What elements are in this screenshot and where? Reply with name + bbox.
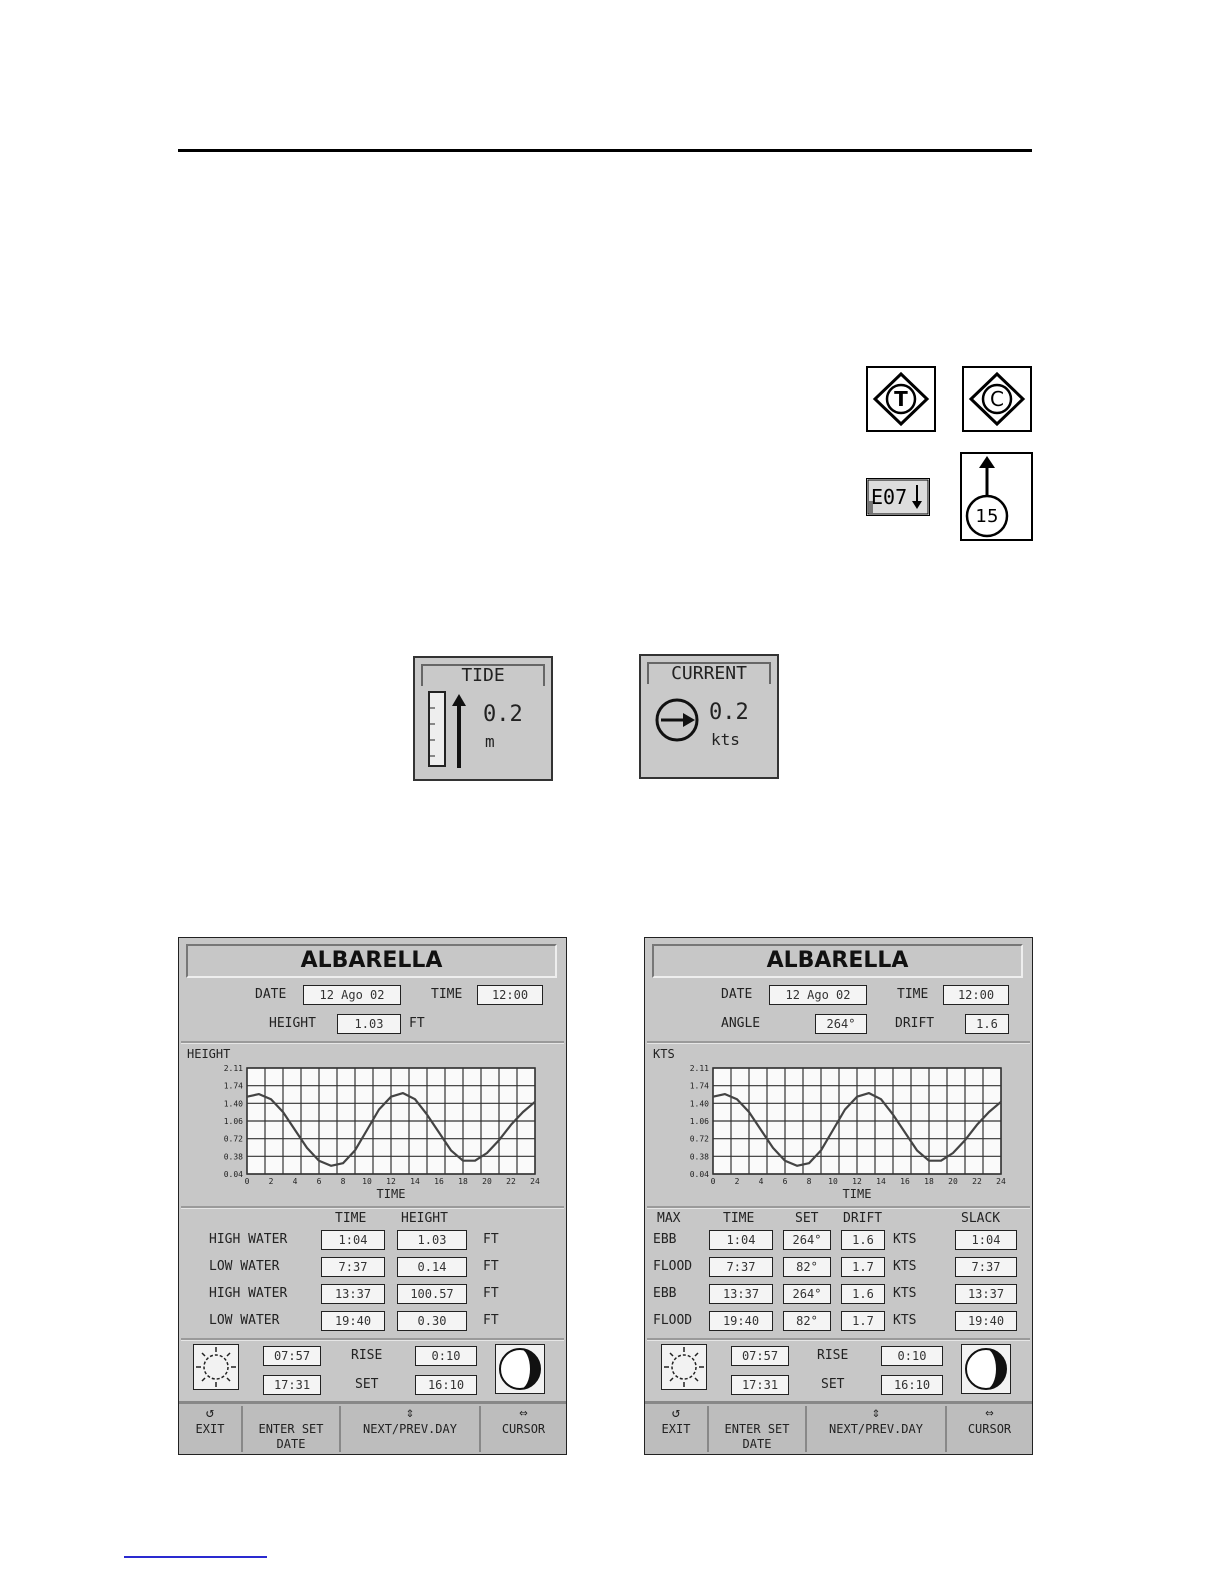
- chart-y-tick-label: 1.74: [689, 1081, 709, 1091]
- divider: [647, 1206, 1030, 1209]
- current-direction-icon: [653, 698, 703, 742]
- divider: [181, 1338, 564, 1341]
- row-label: FLOOD: [653, 1259, 693, 1274]
- current-drift-label: DRIFT: [895, 1016, 935, 1031]
- row-time-field: 1:04: [709, 1230, 773, 1250]
- chart-y-tick-label: 1.06: [689, 1117, 709, 1126]
- row-unit: KTS: [893, 1313, 917, 1328]
- current-table-header-time: TIME: [723, 1211, 755, 1226]
- current-chart[interactable]: [649, 1044, 1027, 1204]
- tide-station-name: ALBARELLA: [186, 944, 557, 978]
- sunset-field: 17:31: [263, 1375, 321, 1395]
- chart-y-tick-label: 0.04: [223, 1170, 243, 1179]
- row-time-field: 13:37: [709, 1284, 773, 1304]
- softkey-exit[interactable]: [645, 1406, 709, 1452]
- chart-x-tick-label: 10: [362, 1177, 372, 1186]
- tide-height-unit: FT: [409, 1016, 425, 1031]
- sunrise-field: 07:57: [731, 1346, 789, 1366]
- current-date-label: DATE: [721, 987, 753, 1002]
- tide-station-letter: T: [894, 387, 908, 411]
- softkey-label: CURSOR: [501, 1422, 546, 1436]
- row-label: HIGH WATER: [209, 1286, 288, 1301]
- chart-x-tick-label: 16: [900, 1177, 910, 1186]
- chart-x-tick-label: 18: [458, 1177, 468, 1186]
- softkey-label: EXIT: [195, 1422, 225, 1436]
- row-unit: FT: [483, 1232, 499, 1247]
- rise-label: RISE: [817, 1348, 849, 1363]
- current-widget-value: 0.2: [709, 700, 749, 725]
- tide-widget: [413, 656, 553, 781]
- row-drift-field: 1.6: [841, 1230, 885, 1250]
- tide-height-field[interactable]: 1.03: [337, 1014, 401, 1034]
- current-station-letter: C: [990, 387, 1004, 411]
- chart-x-tick-label: 8: [340, 1177, 346, 1186]
- current-station-icon: [962, 366, 1032, 432]
- softkey-next-prev-day[interactable]: [341, 1406, 481, 1452]
- current-station-name: ALBARELLA: [652, 944, 1023, 978]
- current-table-header-drift: DRIFT: [843, 1211, 883, 1226]
- row-label: LOW WATER: [209, 1259, 280, 1274]
- tide-chart[interactable]: [183, 1044, 561, 1204]
- chart-x-tick-label: 14: [876, 1177, 886, 1186]
- tide-time-field[interactable]: 12:00: [477, 985, 543, 1005]
- chart-y-tick-label: 0.38: [223, 1152, 243, 1162]
- tide-height-label: E07: [871, 485, 908, 509]
- rise-label: RISE: [351, 1348, 383, 1363]
- chart-x-tick-label: 16: [434, 1177, 444, 1186]
- chart-x-tick-label: 20: [948, 1177, 958, 1186]
- moon-phase-icon: [495, 1344, 545, 1394]
- chart-y-tick-label: 0.38: [689, 1152, 709, 1162]
- tide-widget-title: TIDE: [421, 664, 545, 686]
- chart-x-tick-label: 24: [996, 1177, 1006, 1186]
- chart-y-tick-label: 0.04: [689, 1170, 709, 1179]
- tide-date-field[interactable]: 12 Ago 02: [303, 985, 401, 1005]
- softkey-icon: [709, 1406, 805, 1422]
- row-unit: FT: [483, 1286, 499, 1301]
- row-drift-field: 1.7: [841, 1257, 885, 1277]
- tide-gauge-icon: [427, 690, 467, 768]
- chart-x-tick-label: 12: [386, 1177, 396, 1186]
- row-slack-field: 7:37: [955, 1257, 1017, 1277]
- chart-x-tick-label: 6: [316, 1177, 322, 1186]
- chart-y-tick-label: 1.74: [223, 1081, 243, 1091]
- set-label: SET: [821, 1377, 845, 1392]
- row-label: FLOOD: [653, 1313, 693, 1328]
- chart-x-tick-label: 24: [530, 1177, 540, 1186]
- chart-y-tick-label: 0.72: [223, 1134, 243, 1144]
- row-drift-field: 1.6: [841, 1284, 885, 1304]
- chart-x-tick-label: 12: [852, 1177, 862, 1186]
- chart-x-axis-label: TIME: [376, 1187, 406, 1201]
- chart-x-tick-label: 4: [292, 1177, 298, 1186]
- sunrise-field: 07:57: [263, 1346, 321, 1366]
- chart-y-tick-label: 1.06: [223, 1117, 243, 1126]
- row-unit: FT: [483, 1313, 499, 1328]
- tide-panel: [178, 937, 567, 1455]
- softkey-label: ENTER SET DATE: [724, 1422, 790, 1451]
- row-height-field: 1.03: [397, 1230, 467, 1250]
- chart-y-axis-label: HEIGHT: [187, 1047, 231, 1061]
- row-time-field: 7:37: [709, 1257, 773, 1277]
- current-table-header-max: MAX: [657, 1211, 681, 1226]
- softkey-enter-set-date[interactable]: [243, 1406, 341, 1452]
- softkey-label: NEXT/PREV.DAY: [363, 1422, 457, 1436]
- footnote-rule: [124, 1556, 267, 1558]
- tide-widget-unit: m: [485, 732, 495, 751]
- chart-x-tick-label: 6: [782, 1177, 788, 1186]
- softkey-label: NEXT/PREV.DAY: [829, 1422, 923, 1436]
- current-table-header-slack: SLACK: [961, 1211, 1001, 1226]
- tide-height-label: HEIGHT: [269, 1016, 316, 1031]
- chart-y-tick-label: 0.72: [689, 1134, 709, 1144]
- row-time-field: 7:37: [321, 1257, 385, 1277]
- row-unit: FT: [483, 1259, 499, 1274]
- chart-x-tick-label: 8: [806, 1177, 812, 1186]
- row-time-field: 1:04: [321, 1230, 385, 1250]
- softkey-bar: [179, 1401, 566, 1454]
- tide-date-label: DATE: [255, 987, 287, 1002]
- softkey-icon: ⇔: [985, 1405, 994, 1421]
- chart-x-tick-label: 4: [758, 1177, 764, 1186]
- chart-x-tick-label: 2: [734, 1177, 740, 1186]
- chart-x-tick-label: 20: [482, 1177, 492, 1186]
- current-widget-unit: kts: [711, 730, 740, 749]
- chart-x-tick-label: 0: [710, 1177, 716, 1186]
- row-set-field: 82°: [783, 1311, 831, 1331]
- current-angle-field[interactable]: 264°: [815, 1014, 867, 1034]
- current-widget-title: CURRENT: [647, 662, 771, 684]
- chart-y-tick-label: 1.40: [689, 1099, 709, 1109]
- row-label: HIGH WATER: [209, 1232, 288, 1247]
- row-label: EBB: [653, 1232, 677, 1247]
- set-label: SET: [355, 1377, 379, 1392]
- tide-time-label: TIME: [431, 987, 463, 1002]
- sunset-field: 17:31: [731, 1375, 789, 1395]
- row-drift-field: 1.7: [841, 1311, 885, 1331]
- row-height-field: 0.30: [397, 1311, 467, 1331]
- row-set-field: 264°: [783, 1284, 831, 1304]
- chart-x-tick-label: 22: [506, 1177, 516, 1186]
- header-rule: [178, 149, 1032, 152]
- softkey-label: CURSOR: [967, 1422, 1012, 1436]
- softkey-icon: ⇕: [871, 1405, 881, 1421]
- current-date-field[interactable]: 12 Ago 02: [769, 985, 867, 1005]
- chart-y-tick-label: 1.40: [223, 1099, 243, 1109]
- softkey-icon: ⇔: [519, 1405, 528, 1421]
- chart-x-tick-label: 0: [244, 1177, 250, 1186]
- tide-table-header-time: TIME: [335, 1211, 367, 1226]
- chart-y-axis-label: KTS: [653, 1047, 675, 1061]
- row-time-field: 13:37: [321, 1284, 385, 1304]
- softkey-icon: [243, 1406, 339, 1422]
- row-unit: KTS: [893, 1259, 917, 1274]
- sun-icon: [193, 1344, 239, 1390]
- current-table-header-set: SET: [795, 1211, 819, 1226]
- moon-phase-icon: [961, 1344, 1011, 1394]
- softkey-exit[interactable]: [179, 1406, 243, 1452]
- softkey-icon: ↺: [671, 1405, 681, 1421]
- softkey-label: EXIT: [661, 1422, 691, 1436]
- chart-y-tick-label: 2.11: [689, 1064, 709, 1073]
- row-time-field: 19:40: [709, 1311, 773, 1331]
- chart-x-tick-label: 14: [410, 1177, 420, 1186]
- current-time-field[interactable]: 12:00: [943, 985, 1009, 1005]
- divider: [647, 1338, 1030, 1341]
- softkey-next-prev-day[interactable]: [807, 1406, 947, 1452]
- current-arrow-value: 15: [975, 506, 999, 527]
- row-label: LOW WATER: [209, 1313, 280, 1328]
- sun-icon: [661, 1344, 707, 1390]
- tide-widget-value: 0.2: [483, 702, 523, 727]
- row-unit: KTS: [893, 1232, 917, 1247]
- chart-x-axis-label: TIME: [842, 1187, 872, 1201]
- tide-station-icon: [866, 366, 936, 432]
- current-angle-label: ANGLE: [721, 1016, 761, 1031]
- row-unit: KTS: [893, 1286, 917, 1301]
- row-label: EBB: [653, 1286, 677, 1301]
- current-drift-field[interactable]: 1.6: [965, 1014, 1009, 1034]
- current-widget: [639, 654, 779, 779]
- tide-table-header-height: HEIGHT: [401, 1211, 448, 1226]
- moonrise-field: 0:10: [881, 1346, 943, 1366]
- softkey-enter-set-date[interactable]: [709, 1406, 807, 1452]
- chart-x-tick-label: 18: [924, 1177, 934, 1186]
- chart-y-tick-label: 2.11: [223, 1064, 243, 1073]
- current-panel: [644, 937, 1033, 1455]
- row-time-field: 19:40: [321, 1311, 385, 1331]
- row-slack-field: 19:40: [955, 1311, 1017, 1331]
- tide-height-icon: [866, 478, 930, 516]
- row-set-field: 82°: [783, 1257, 831, 1277]
- row-set-field: 264°: [783, 1230, 831, 1250]
- row-height-field: 0.14: [397, 1257, 467, 1277]
- softkey-icon: ⇕: [405, 1405, 415, 1421]
- softkey-cursor[interactable]: [947, 1406, 1032, 1452]
- row-height-field: 100.57: [397, 1284, 467, 1304]
- current-arrow-icon: [960, 452, 1033, 541]
- softkey-cursor[interactable]: [481, 1406, 566, 1452]
- chart-x-tick-label: 2: [268, 1177, 274, 1186]
- chart-x-tick-label: 22: [972, 1177, 982, 1186]
- chart-x-tick-label: 10: [828, 1177, 838, 1186]
- softkey-label: ENTER SET DATE: [258, 1422, 324, 1451]
- softkey-icon: ↺: [205, 1405, 215, 1421]
- softkey-bar: [645, 1401, 1032, 1454]
- row-slack-field: 1:04: [955, 1230, 1017, 1250]
- divider: [181, 1206, 564, 1209]
- moonrise-field: 0:10: [415, 1346, 477, 1366]
- current-time-label: TIME: [897, 987, 929, 1002]
- moonset-field: 16:10: [881, 1375, 943, 1395]
- row-slack-field: 13:37: [955, 1284, 1017, 1304]
- moonset-field: 16:10: [415, 1375, 477, 1395]
